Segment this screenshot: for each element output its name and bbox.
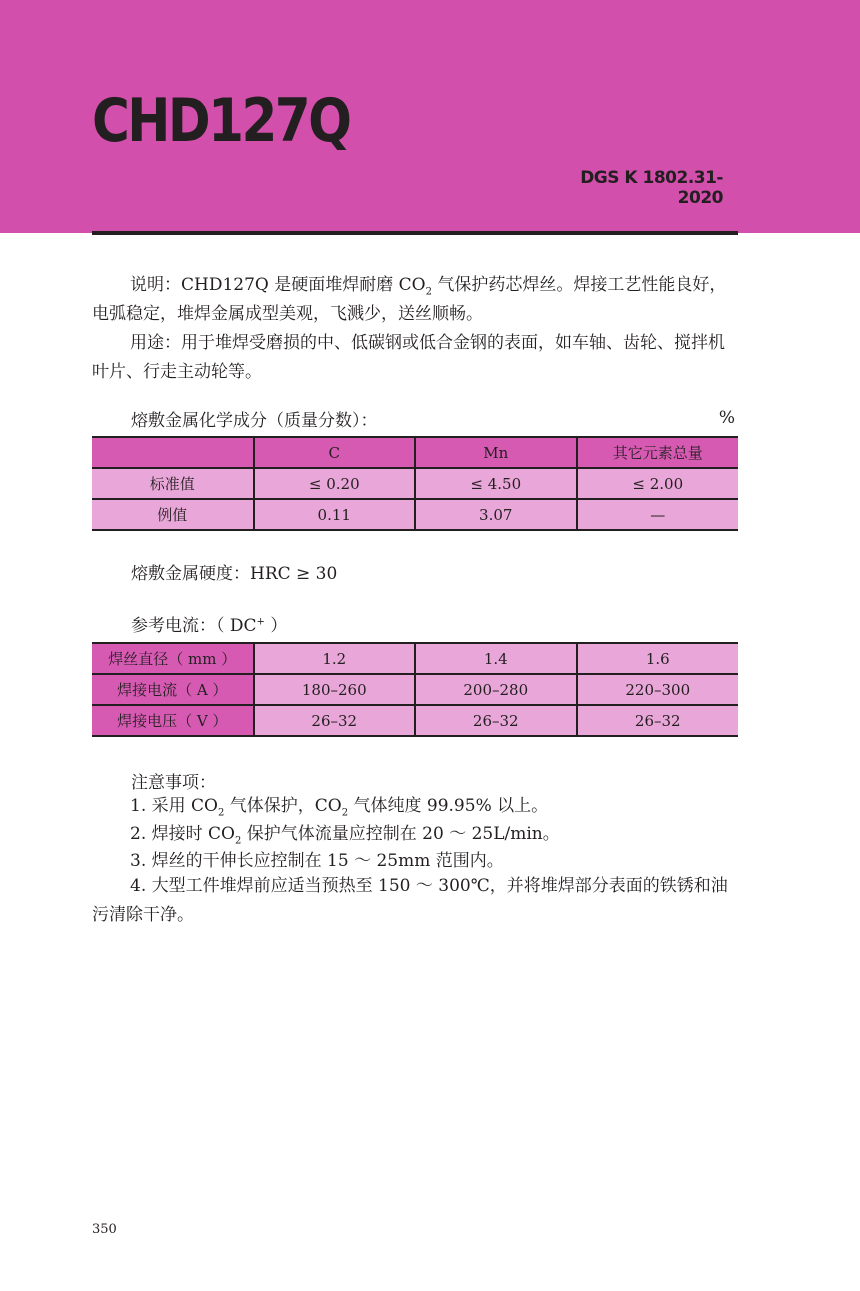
- usage-paragraph: [92, 329, 738, 387]
- table-row: [92, 468, 738, 499]
- table-cell: 焊接电流（ A ）: [92, 674, 254, 705]
- table-cell: 1.6: [577, 643, 739, 674]
- table-cell: 180–260: [254, 674, 416, 705]
- description-sub: 2: [425, 286, 432, 298]
- polarity-sup: +: [256, 616, 265, 628]
- current-heading: [131, 614, 287, 638]
- current-table: [92, 642, 738, 737]
- table-cell: 1.4: [415, 643, 577, 674]
- hardness-line: [131, 562, 337, 586]
- hardness-label: 熔敷金属硬度：: [131, 564, 250, 584]
- table-cell: 220–300: [577, 674, 739, 705]
- composition-heading: 熔敷金属化学成分（质量分数）：: [131, 411, 378, 431]
- table-cell: 焊丝直径（ mm ）: [92, 643, 254, 674]
- standard-code: DGS K 1802.31-2020: [580, 168, 723, 208]
- table-cell: 1.2: [254, 643, 416, 674]
- description-text-b: 气保护药芯焊丝。焊接工艺性能良好，电弧稳定，堆焊金属成型美观，飞溅少，送丝顺畅。: [92, 275, 727, 324]
- table-row: [92, 643, 738, 674]
- table-cell: ≤ 2.00: [577, 468, 739, 499]
- table-row: [92, 705, 738, 736]
- note-4-text: 4. 大型工件堆焊前应适当预热至 150 ～ 300℃，并将堆焊部分表面的铁锈和油污清除干净。: [92, 876, 728, 925]
- header-rule: [92, 231, 738, 235]
- table-cell: 例值: [92, 499, 254, 530]
- composition-unit: %: [718, 408, 735, 428]
- note-2: [92, 820, 738, 849]
- note-2-sub: 2: [234, 835, 242, 847]
- table-cell: 3.07: [415, 499, 577, 530]
- note-1-sub-1: 2: [217, 807, 225, 819]
- table-cell: Mn: [415, 437, 577, 468]
- polarity-open: （ DC: [216, 616, 257, 636]
- table-cell: 其它元素总量: [577, 437, 739, 468]
- note-1-text-c: 气体纯度 99.95% 以上。: [348, 796, 549, 816]
- note-3-text: 3. 焊丝的干伸长应控制在 15 ～ 25mm 范围内。: [130, 851, 504, 871]
- note-2-text-b: 保护气体流量应控制在 20 ～ 25L/min。: [241, 824, 560, 844]
- table-cell: C: [254, 437, 416, 468]
- table-row: [92, 499, 738, 530]
- note-2-text-a: 2. 焊接时 CO: [130, 824, 235, 844]
- note-4: [92, 872, 738, 930]
- table-row: [92, 674, 738, 705]
- table-cell: 26–32: [254, 705, 416, 736]
- page-number: 350: [92, 1222, 117, 1237]
- notes-heading: 注意事项：: [131, 773, 216, 793]
- header-banner: [0, 0, 860, 233]
- table-cell: 200–280: [415, 674, 577, 705]
- table-cell: 标准值: [92, 468, 254, 499]
- page-title: CHD127Q: [92, 86, 350, 156]
- composition-table: [92, 436, 738, 531]
- usage-label: 用途：: [130, 333, 181, 353]
- table-cell: —: [577, 499, 739, 530]
- note-1-text-a: 1. 采用 CO: [130, 796, 218, 816]
- note-1-sub-2: 2: [341, 807, 349, 819]
- hardness-value: HRC ≥ 30: [250, 564, 338, 584]
- description-text-a: CHD127Q 是硬面堆焊耐磨 CO: [181, 275, 426, 295]
- note-1: [92, 792, 738, 821]
- current-label: 参考电流：: [131, 616, 216, 636]
- description-paragraph: [92, 271, 738, 329]
- table-cell: ≤ 4.50: [415, 468, 577, 499]
- note-1-text-b: 气体保护，CO: [224, 796, 342, 816]
- table-cell: 26–32: [577, 705, 739, 736]
- usage-text: 用于堆焊受磨损的中、低碳钢或低合金钢的表面，如车轴、齿轮、搅拌机叶片、行走主动轮等。: [92, 333, 725, 382]
- table-cell: 26–32: [415, 705, 577, 736]
- table-cell: 0.11: [254, 499, 416, 530]
- table-cell: ≤ 0.20: [254, 468, 416, 499]
- table-row: [92, 437, 738, 468]
- description-label: 说明：: [130, 275, 181, 295]
- table-cell: 焊接电压（ V ）: [92, 705, 254, 736]
- table-cell: [92, 437, 254, 468]
- polarity-close: ）: [264, 616, 288, 636]
